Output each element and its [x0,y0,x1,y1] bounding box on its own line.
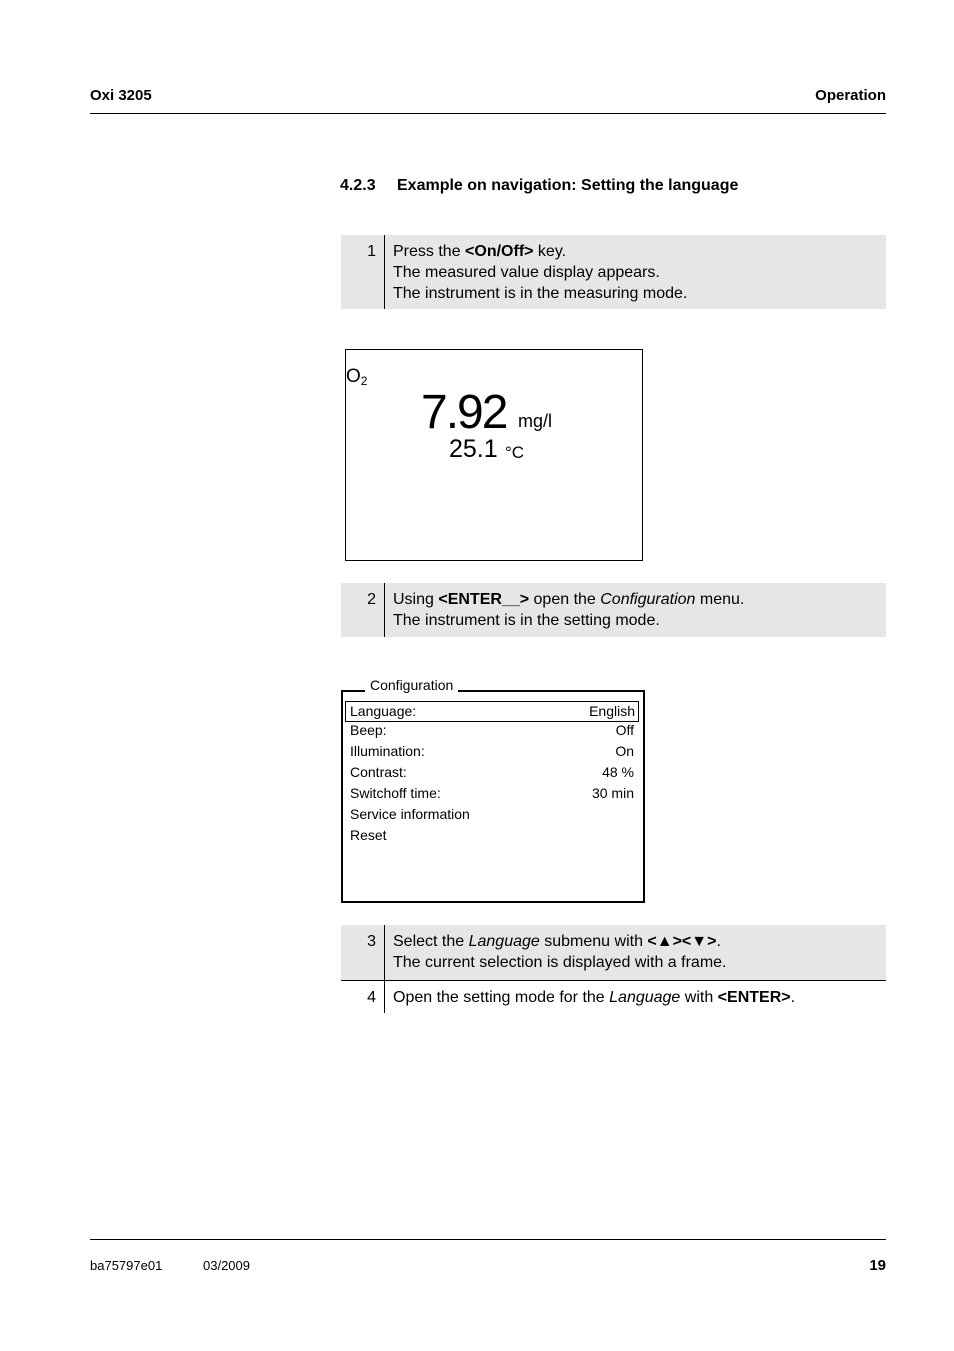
oxygen-unit: mg/l [518,411,553,431]
header-chapter: Operation [815,87,886,104]
text-fragment: Press the [393,243,466,260]
config-label: Beep: [350,722,387,738]
header-product: Oxi 3205 [90,87,152,104]
arrow-keys-label: <▲><▼> [647,933,717,950]
step-line-1 [393,241,882,262]
footer-rule [90,1239,886,1240]
step-line-2: The measured value display appears. [393,264,660,281]
step-4 [341,981,886,1013]
text-fragment: key. [533,243,567,260]
step-text [393,235,882,304]
config-row-language [345,701,639,722]
step-divider [384,981,385,1013]
key-label: <On/Off> [465,243,534,260]
config-row-reset [348,826,636,845]
text-fragment: open the [529,591,601,608]
text-fragment: Open the setting mode for the [393,989,610,1006]
menu-name: Language [468,933,540,950]
config-value: 30 min [591,785,634,801]
step-3 [341,925,886,980]
step-number: 4 [367,989,376,1006]
menu-name: Language [609,989,681,1006]
config-label: Language: [350,703,417,719]
menu-name: Configuration [600,591,696,608]
step-line-2: The current selection is displayed with a frame. [393,954,727,971]
step-line-1 [393,987,882,1008]
config-label: Illumination: [350,743,425,759]
parameter-label [346,366,367,388]
text-fragment: with [680,989,718,1006]
config-value: English [589,703,635,719]
config-row-illumination [348,742,636,761]
header-rule [90,113,886,114]
key-label: <ENTER> [717,989,791,1006]
text-fragment: Select the [393,933,469,950]
config-label: Reset [350,827,387,843]
step-line-1 [393,589,882,610]
step-number: 3 [367,933,376,950]
footer-doc-number: ba75797e01 [90,1258,163,1273]
section-number: 4.2.3 [340,177,376,194]
config-value: Off [615,722,634,738]
configuration-menu-display [341,677,645,903]
config-label: Contrast: [350,764,407,780]
config-row-beep [348,721,636,740]
config-label: Switchoff time: [350,785,441,801]
text-fragment: . [716,933,721,950]
step-divider [384,235,385,309]
text-fragment: menu. [695,591,745,608]
step-2 [341,583,886,637]
section-heading [340,177,738,195]
footer-date: 03/2009 [203,1258,250,1273]
config-row-switchoff-time [348,784,636,803]
config-row-contrast [348,763,636,782]
page-number: 19 [869,1257,886,1274]
step-line-1 [393,931,882,952]
step-text [393,981,882,1008]
config-value: On [615,743,634,759]
step-number: 2 [367,591,376,608]
temperature-value: 25.1 [449,435,498,463]
measured-value-display [345,349,643,561]
parameter-subscript: 2 [360,374,368,388]
temperature-unit: °C [505,443,525,462]
step-divider [384,925,385,980]
oxygen-value: 7.92 [421,386,507,439]
config-row-service-information [348,805,636,824]
step-divider [384,583,385,637]
section-title: Example on navigation: Setting the language [397,177,739,194]
key-label: <ENTER__> [438,591,530,608]
config-value: 48 % [602,764,634,780]
step-1 [341,235,886,309]
text-fragment: . [790,989,796,1006]
step-line-3: The instrument is in the measuring mode. [393,285,688,302]
step-number: 1 [367,243,376,260]
parameter-symbol: O [346,366,361,387]
config-title: Configuration [365,677,458,693]
text-fragment: submenu with [539,933,648,950]
step-line-2: The instrument is in the setting mode. [393,612,660,629]
config-label: Service information [350,806,470,822]
step-text [393,583,882,631]
text-fragment: Using [393,591,439,608]
step-text [393,925,882,973]
